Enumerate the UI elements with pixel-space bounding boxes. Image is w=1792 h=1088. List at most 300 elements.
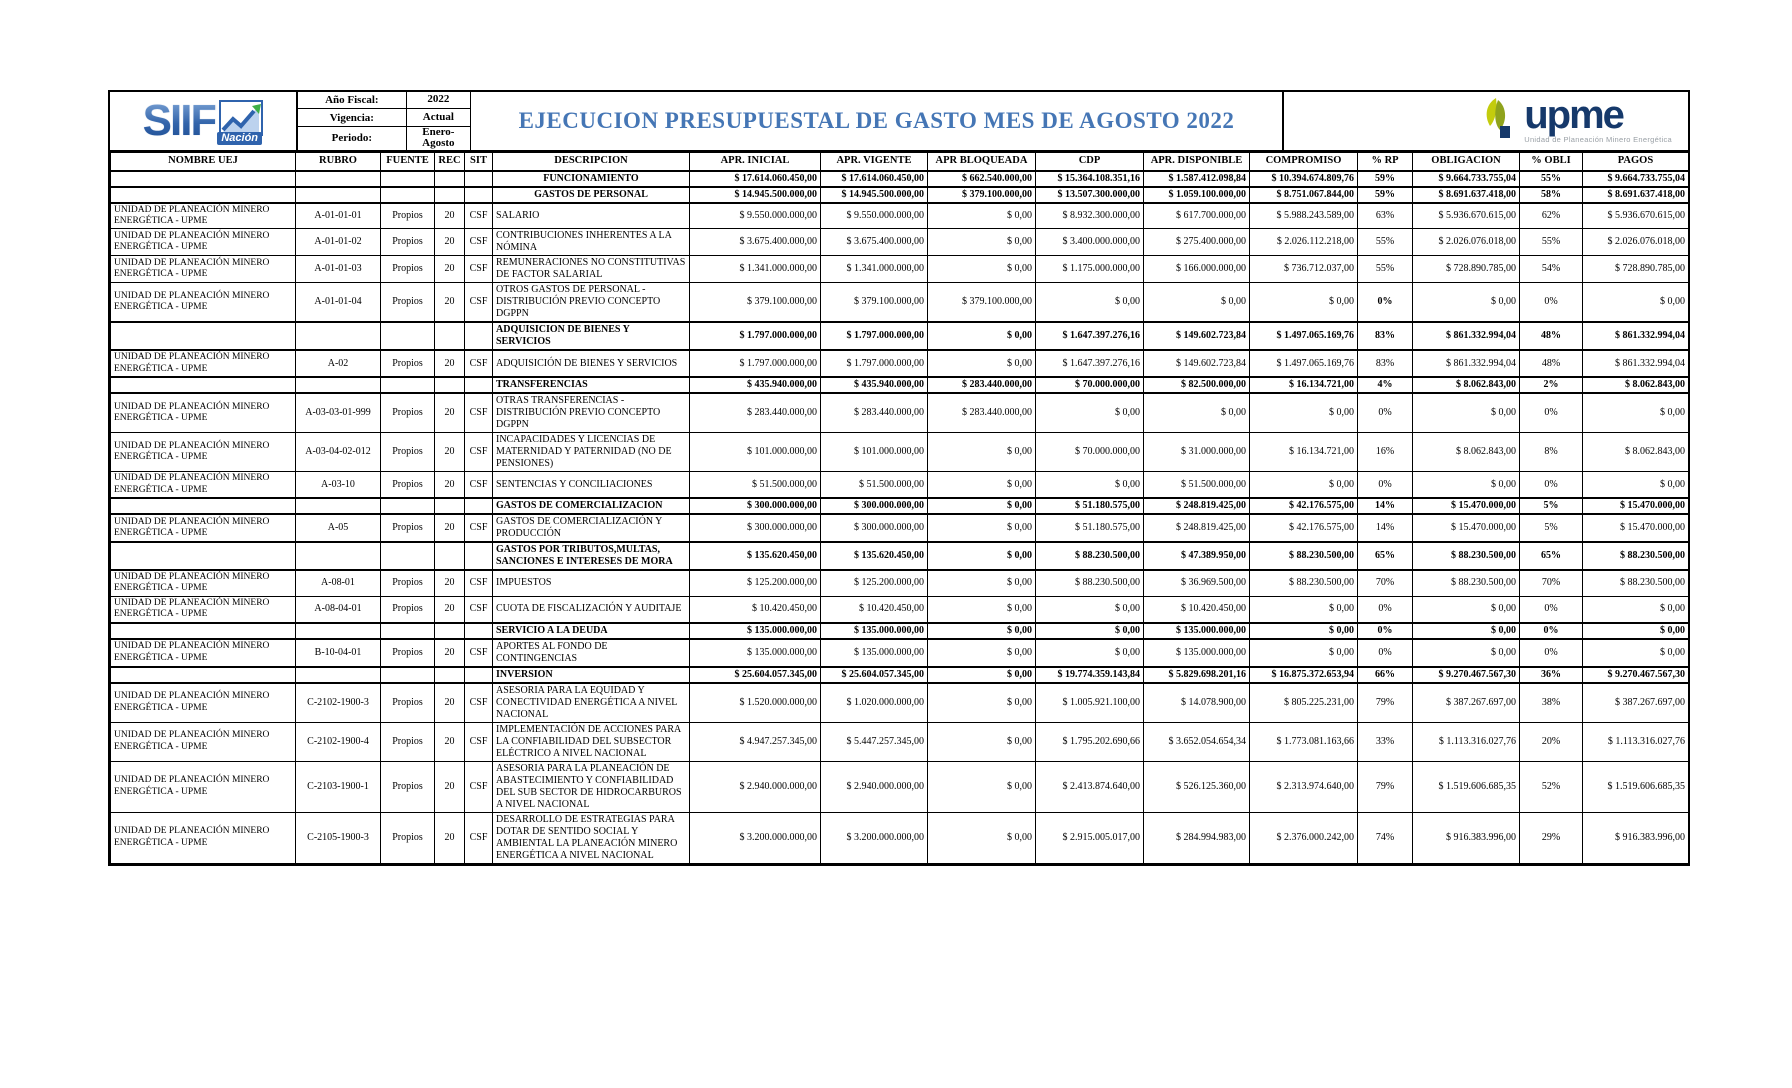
cell-apr-bloqueada: $ 283.440.000,00 [928, 393, 1036, 433]
cell-cdp: $ 8.932.300.000,00 [1036, 203, 1144, 229]
table-row [111, 433, 1689, 472]
cell-apr-vigente: $ 1.797.000.000,00 [821, 350, 928, 377]
cell-rec [435, 498, 465, 514]
cell-descripcion: INVERSION [493, 667, 690, 683]
cell-fuente: Propios [381, 722, 435, 761]
column-header--rp: % RP [1358, 153, 1413, 171]
cell-pct-obli: 0% [1520, 623, 1583, 639]
cell-apr-disponible: $ 149.602.723,84 [1144, 350, 1250, 377]
cell-apr-bloqueada: $ 0,00 [928, 667, 1036, 683]
table-row [111, 639, 1689, 667]
cell-descripcion: GASTOS DE PERSONAL [493, 187, 690, 203]
cell-rec: 20 [435, 472, 465, 498]
cell-obligacion: $ 1.113.316.027,76 [1413, 722, 1520, 761]
cell-apr-disponible: $ 0,00 [1144, 283, 1250, 323]
fiscal-value: Actual [422, 110, 454, 123]
upme-logo [1282, 92, 1688, 150]
cell-apr-bloqueada: $ 283.440.000,00 [928, 377, 1036, 393]
cell-descripcion: OTROS GASTOS DE PERSONAL - DISTRIBUCIÓN PREVIO CONCEPTO DGPPN [493, 283, 690, 323]
cell-rec: 20 [435, 393, 465, 433]
cell-apr-bloqueada: $ 379.100.000,00 [928, 187, 1036, 203]
cell-rubro [296, 667, 381, 683]
table-row [111, 514, 1689, 542]
cell-rubro [296, 187, 381, 203]
cell-pagos: $ 88.230.500,00 [1583, 570, 1689, 596]
cell-apr-bloqueada: $ 0,00 [928, 472, 1036, 498]
cell-apr-inicial: $ 300.000.000,00 [690, 498, 821, 514]
cell-compromiso: $ 0,00 [1250, 472, 1358, 498]
cell-pct-obli: 70% [1520, 570, 1583, 596]
cell-compromiso: $ 2.313.974.640,00 [1250, 761, 1358, 812]
cell-pct-rp: 0% [1358, 283, 1413, 323]
cell-rec: 20 [435, 812, 465, 863]
cell-sit [465, 187, 493, 203]
cell-nombre-uej [111, 623, 296, 639]
cell-rubro: A-08-04-01 [296, 596, 381, 622]
cell-apr-bloqueada: $ 0,00 [928, 570, 1036, 596]
cell-apr-inicial: $ 1.341.000.000,00 [690, 256, 821, 283]
section-row [111, 377, 1689, 393]
cell-pct-obli: 29% [1520, 812, 1583, 863]
cell-cdp: $ 15.364.108.351,16 [1036, 171, 1144, 187]
cell-fuente: Propios [381, 812, 435, 863]
cell-apr-bloqueada: $ 0,00 [928, 350, 1036, 377]
cell-apr-vigente: $ 5.447.257.345,00 [821, 722, 928, 761]
cell-pagos: $ 2.026.076.018,00 [1583, 229, 1689, 256]
cell-apr-bloqueada: $ 0,00 [928, 256, 1036, 283]
cell-pct-rp: 65% [1358, 542, 1413, 570]
cell-obligacion: $ 9.270.467.567,30 [1413, 667, 1520, 683]
cell-fuente: Propios [381, 256, 435, 283]
cell-rec [435, 667, 465, 683]
cell-apr-disponible: $ 275.400.000,00 [1144, 229, 1250, 256]
cell-cdp: $ 0,00 [1036, 596, 1144, 622]
cell-apr-disponible: $ 135.000.000,00 [1144, 639, 1250, 667]
cell-rubro: C-2102-1900-4 [296, 722, 381, 761]
cell-nombre-uej: UNIDAD DE PLANEACIÓN MINERO ENERGÉTICA - UPME [111, 683, 296, 723]
cell-compromiso: $ 5.988.243.589,00 [1250, 203, 1358, 229]
cell-compromiso: $ 1.773.081.163,66 [1250, 722, 1358, 761]
cell-pagos: $ 8.062.843,00 [1583, 377, 1689, 393]
cell-fuente: Propios [381, 433, 435, 472]
cell-apr-inicial: $ 9.550.000.000,00 [690, 203, 821, 229]
cell-pagos: $ 0,00 [1583, 472, 1689, 498]
cell-rec: 20 [435, 683, 465, 723]
cell-pagos: $ 15.470.000,00 [1583, 514, 1689, 542]
cell-pct-obli: 0% [1520, 393, 1583, 433]
table-row [111, 229, 1689, 256]
cell-pagos: $ 0,00 [1583, 596, 1689, 622]
cell-sit: CSF [465, 256, 493, 283]
cell-pct-obli: 0% [1520, 639, 1583, 667]
cell-cdp: $ 1.647.397.276,16 [1036, 322, 1144, 350]
section-row [111, 498, 1689, 514]
cell-nombre-uej: UNIDAD DE PLANEACIÓN MINERO ENERGÉTICA - UPME [111, 256, 296, 283]
cell-nombre-uej: UNIDAD DE PLANEACIÓN MINERO ENERGÉTICA - UPME [111, 393, 296, 433]
cell-apr-bloqueada: $ 0,00 [928, 203, 1036, 229]
cell-obligacion: $ 88.230.500,00 [1413, 542, 1520, 570]
cell-pct-obli: 0% [1520, 596, 1583, 622]
cell-cdp: $ 88.230.500,00 [1036, 542, 1144, 570]
cell-apr-disponible: $ 3.652.054.654,34 [1144, 722, 1250, 761]
cell-compromiso: $ 0,00 [1250, 393, 1358, 433]
cell-cdp: $ 1.795.202.690,66 [1036, 722, 1144, 761]
cell-descripcion: REMUNERACIONES NO CONSTITUTIVAS DE FACTOR SALARIAL [493, 256, 690, 283]
cell-rubro [296, 542, 381, 570]
cell-pct-obli: 5% [1520, 498, 1583, 514]
report-header [110, 92, 1688, 152]
column-header--obli: % OBLI [1520, 153, 1583, 171]
cell-obligacion: $ 0,00 [1413, 639, 1520, 667]
cell-rec: 20 [435, 514, 465, 542]
cell-obligacion: $ 0,00 [1413, 472, 1520, 498]
cell-apr-disponible: $ 248.819.425,00 [1144, 514, 1250, 542]
cell-apr-disponible: $ 166.000.000,00 [1144, 256, 1250, 283]
cell-sit: CSF [465, 683, 493, 723]
upme-leaf-icon [1482, 96, 1518, 147]
cell-descripcion: SENTENCIAS Y CONCILIACIONES [493, 472, 690, 498]
cell-sit: CSF [465, 472, 493, 498]
column-header-apr-disponible: APR. DISPONIBLE [1144, 153, 1250, 171]
cell-fuente: Propios [381, 283, 435, 323]
cell-rec [435, 322, 465, 350]
cell-descripcion: CUOTA DE FISCALIZACIÓN Y AUDITAJE [493, 596, 690, 622]
cell-apr-vigente: $ 300.000.000,00 [821, 514, 928, 542]
cell-pct-rp: 59% [1358, 187, 1413, 203]
cell-obligacion: $ 8.062.843,00 [1413, 377, 1520, 393]
cell-apr-vigente: $ 135.000.000,00 [821, 623, 928, 639]
cell-apr-vigente: $ 1.341.000.000,00 [821, 256, 928, 283]
cell-fuente [381, 498, 435, 514]
cell-pct-obli: 55% [1520, 171, 1583, 187]
cell-pct-obli: 48% [1520, 322, 1583, 350]
cell-apr-disponible: $ 10.420.450,00 [1144, 596, 1250, 622]
cell-apr-disponible: $ 14.078.900,00 [1144, 683, 1250, 723]
cell-rubro [296, 498, 381, 514]
cell-apr-vigente: $ 2.940.000.000,00 [821, 761, 928, 812]
cell-descripcion: OTRAS TRANSFERENCIAS - DISTRIBUCIÓN PREVIO CONCEPTO DGPPN [493, 393, 690, 433]
column-header-row [111, 153, 1689, 171]
cell-cdp: $ 51.180.575,00 [1036, 514, 1144, 542]
cell-obligacion: $ 0,00 [1413, 596, 1520, 622]
cell-pagos: $ 9.664.733.755,04 [1583, 171, 1689, 187]
cell-nombre-uej [111, 187, 296, 203]
cell-sit [465, 667, 493, 683]
cell-cdp: $ 0,00 [1036, 283, 1144, 323]
cell-pct-rp: 79% [1358, 761, 1413, 812]
cell-pct-rp: 0% [1358, 596, 1413, 622]
cell-apr-inicial: $ 10.420.450,00 [690, 596, 821, 622]
cell-rubro: C-2103-1900-1 [296, 761, 381, 812]
cell-apr-disponible: $ 284.994.983,00 [1144, 812, 1250, 863]
cell-apr-vigente: $ 9.550.000.000,00 [821, 203, 928, 229]
cell-rubro: A-08-01 [296, 570, 381, 596]
cell-pct-obli: 62% [1520, 203, 1583, 229]
upme-logo-text-block [1524, 93, 1672, 144]
cell-obligacion: $ 9.664.733.755,04 [1413, 171, 1520, 187]
cell-pagos: $ 15.470.000,00 [1583, 498, 1689, 514]
cell-apr-bloqueada: $ 0,00 [928, 812, 1036, 863]
cell-nombre-uej [111, 377, 296, 393]
cell-descripcion: ASESORIA PARA LA EQUIDAD Y CONECTIVIDAD ENERGÉTICA A NIVEL NACIONAL [493, 683, 690, 723]
cell-nombre-uej: UNIDAD DE PLANEACIÓN MINERO ENERGÉTICA - UPME [111, 472, 296, 498]
cell-apr-inicial: $ 25.604.057.345,00 [690, 667, 821, 683]
cell-apr-inicial: $ 2.940.000.000,00 [690, 761, 821, 812]
cell-nombre-uej [111, 667, 296, 683]
cell-rubro: A-03-03-01-999 [296, 393, 381, 433]
cell-pagos: $ 9.270.467.567,30 [1583, 667, 1689, 683]
cell-sit: CSF [465, 596, 493, 622]
cell-apr-disponible: $ 248.819.425,00 [1144, 498, 1250, 514]
cell-cdp: $ 51.180.575,00 [1036, 498, 1144, 514]
cell-descripcion: DESARROLLO DE ESTRATEGIAS PARA DOTAR DE SENTIDO SOCIAL Y AMBIENTAL LA PLANEACIÓN MINERO ENERGÉTICA A NIVEL NACIONAL [493, 812, 690, 863]
cell-sit [465, 623, 493, 639]
cell-obligacion: $ 15.470.000,00 [1413, 498, 1520, 514]
cell-pct-rp: 66% [1358, 667, 1413, 683]
column-header-apr-bloqueada: APR BLOQUEADA [928, 153, 1036, 171]
cell-nombre-uej: UNIDAD DE PLANEACIÓN MINERO ENERGÉTICA - UPME [111, 283, 296, 323]
cell-pagos: $ 387.267.697,00 [1583, 683, 1689, 723]
cell-descripcion: SERVICIO A LA DEUDA [493, 623, 690, 639]
table-row [111, 283, 1689, 323]
column-header-cdp: CDP [1036, 153, 1144, 171]
cell-nombre-uej [111, 498, 296, 514]
cell-rubro: C-2105-1900-3 [296, 812, 381, 863]
cell-apr-vigente: $ 135.000.000,00 [821, 639, 928, 667]
cell-rec [435, 187, 465, 203]
cell-rubro: A-01-01-02 [296, 229, 381, 256]
cell-pct-obli: 65% [1520, 542, 1583, 570]
cell-sit: CSF [465, 514, 493, 542]
cell-pagos: $ 88.230.500,00 [1583, 542, 1689, 570]
cell-descripcion: APORTES AL FONDO DE CONTINGENCIAS [493, 639, 690, 667]
cell-cdp: $ 0,00 [1036, 393, 1144, 433]
cell-obligacion: $ 8.062.843,00 [1413, 433, 1520, 472]
cell-obligacion: $ 88.230.500,00 [1413, 570, 1520, 596]
cell-fuente: Propios [381, 229, 435, 256]
cell-apr-bloqueada: $ 662.540.000,00 [928, 171, 1036, 187]
cell-cdp: $ 19.774.359.143,84 [1036, 667, 1144, 683]
cell-rubro [296, 623, 381, 639]
cell-pct-obli: 58% [1520, 187, 1583, 203]
cell-apr-inicial: $ 283.440.000,00 [690, 393, 821, 433]
cell-apr-inicial: $ 1.797.000.000,00 [690, 350, 821, 377]
cell-sit: CSF [465, 639, 493, 667]
cell-apr-inicial: $ 17.614.060.450,00 [690, 171, 821, 187]
cell-pct-rp: 59% [1358, 171, 1413, 187]
cell-compromiso: $ 16.134.721,00 [1250, 433, 1358, 472]
fiscal-row-ano [298, 92, 470, 109]
siif-chart-icon [219, 100, 263, 142]
cell-descripcion: GASTOS POR TRIBUTOS,MULTAS, SANCIONES E INTERESES DE MORA [493, 542, 690, 570]
cell-pct-obli: 48% [1520, 350, 1583, 377]
cell-apr-bloqueada: $ 0,00 [928, 761, 1036, 812]
cell-pagos: $ 5.936.670.615,00 [1583, 203, 1689, 229]
cell-pagos: $ 8.062.843,00 [1583, 433, 1689, 472]
cell-pct-rp: 83% [1358, 322, 1413, 350]
cell-rubro: A-05 [296, 514, 381, 542]
cell-fuente: Propios [381, 570, 435, 596]
cell-rec: 20 [435, 256, 465, 283]
cell-pct-rp: 14% [1358, 514, 1413, 542]
section-row [111, 623, 1689, 639]
cell-nombre-uej: UNIDAD DE PLANEACIÓN MINERO ENERGÉTICA - UPME [111, 596, 296, 622]
cell-cdp: $ 2.413.874.640,00 [1036, 761, 1144, 812]
cell-pagos: $ 0,00 [1583, 623, 1689, 639]
cell-sit [465, 377, 493, 393]
cell-obligacion: $ 8.691.637.418,00 [1413, 187, 1520, 203]
cell-apr-inicial: $ 135.000.000,00 [690, 639, 821, 667]
cell-cdp: $ 1.647.397.276,16 [1036, 350, 1144, 377]
cell-cdp: $ 1.005.921.100,00 [1036, 683, 1144, 723]
fiscal-label: Periodo: [298, 127, 407, 150]
cell-apr-vigente: $ 14.945.500.000,00 [821, 187, 928, 203]
cell-pagos: $ 8.691.637.418,00 [1583, 187, 1689, 203]
cell-sit: CSF [465, 350, 493, 377]
cell-rubro [296, 322, 381, 350]
cell-apr-vigente: $ 3.675.400.000,00 [821, 229, 928, 256]
budget-table [110, 152, 1689, 864]
cell-pct-obli: 0% [1520, 472, 1583, 498]
cell-obligacion: $ 0,00 [1413, 623, 1520, 639]
cell-obligacion: $ 5.936.670.615,00 [1413, 203, 1520, 229]
column-header-sit: SIT [465, 153, 493, 171]
cell-nombre-uej: UNIDAD DE PLANEACIÓN MINERO ENERGÉTICA - UPME [111, 229, 296, 256]
cell-descripcion: ADQUISICIÓN DE BIENES Y SERVICIOS [493, 350, 690, 377]
cell-apr-bloqueada: $ 0,00 [928, 514, 1036, 542]
fiscal-value: Enero-Agosto [422, 125, 455, 150]
cell-pct-obli: 5% [1520, 514, 1583, 542]
cell-sit: CSF [465, 433, 493, 472]
cell-apr-disponible: $ 5.829.698.201,16 [1144, 667, 1250, 683]
cell-compromiso: $ 0,00 [1250, 639, 1358, 667]
cell-nombre-uej: UNIDAD DE PLANEACIÓN MINERO ENERGÉTICA - UPME [111, 433, 296, 472]
cell-apr-bloqueada: $ 0,00 [928, 542, 1036, 570]
cell-apr-vigente: $ 3.200.000.000,00 [821, 812, 928, 863]
cell-descripcion: IMPUESTOS [493, 570, 690, 596]
cell-cdp: $ 1.175.000.000,00 [1036, 256, 1144, 283]
cell-apr-vigente: $ 1.020.000.000,00 [821, 683, 928, 723]
cell-compromiso: $ 16.134.721,00 [1250, 377, 1358, 393]
cell-apr-disponible: $ 1.059.100.000,00 [1144, 187, 1250, 203]
table-row [111, 596, 1689, 622]
cell-compromiso: $ 88.230.500,00 [1250, 570, 1358, 596]
cell-pagos: $ 0,00 [1583, 283, 1689, 323]
cell-rubro: A-01-01-01 [296, 203, 381, 229]
cell-obligacion: $ 0,00 [1413, 283, 1520, 323]
cell-fuente: Propios [381, 639, 435, 667]
cell-apr-inicial: $ 125.200.000,00 [690, 570, 821, 596]
cell-sit: CSF [465, 570, 493, 596]
cell-pagos: $ 916.383.996,00 [1583, 812, 1689, 863]
cell-apr-vigente: $ 135.620.450,00 [821, 542, 928, 570]
cell-fuente: Propios [381, 683, 435, 723]
cell-compromiso: $ 2.376.000.242,00 [1250, 812, 1358, 863]
cell-cdp: $ 13.507.300.000,00 [1036, 187, 1144, 203]
cell-sit: CSF [465, 229, 493, 256]
cell-pct-rp: 0% [1358, 639, 1413, 667]
cell-apr-bloqueada: $ 0,00 [928, 722, 1036, 761]
cell-rec [435, 171, 465, 187]
fiscal-label: Año Fiscal: [298, 92, 407, 108]
table-row [111, 812, 1689, 863]
cell-obligacion: $ 387.267.697,00 [1413, 683, 1520, 723]
cell-rubro: A-02 [296, 350, 381, 377]
cell-rubro: A-01-01-03 [296, 256, 381, 283]
cell-pagos: $ 1.519.606.685,35 [1583, 761, 1689, 812]
cell-apr-bloqueada: $ 0,00 [928, 596, 1036, 622]
cell-pct-rp: 4% [1358, 377, 1413, 393]
cell-apr-disponible: $ 82.500.000,00 [1144, 377, 1250, 393]
cell-apr-bloqueada: $ 0,00 [928, 498, 1036, 514]
cell-pagos: $ 1.113.316.027,76 [1583, 722, 1689, 761]
cell-nombre-uej: UNIDAD DE PLANEACIÓN MINERO ENERGÉTICA - UPME [111, 514, 296, 542]
cell-apr-disponible: $ 47.389.950,00 [1144, 542, 1250, 570]
table-row [111, 761, 1689, 812]
table-row [111, 722, 1689, 761]
cell-compromiso: $ 42.176.575,00 [1250, 498, 1358, 514]
column-header-fuente: FUENTE [381, 153, 435, 171]
cell-fuente: Propios [381, 596, 435, 622]
cell-apr-vigente: $ 125.200.000,00 [821, 570, 928, 596]
cell-sit: CSF [465, 283, 493, 323]
cell-rec: 20 [435, 433, 465, 472]
cell-apr-bloqueada: $ 379.100.000,00 [928, 283, 1036, 323]
section-row [111, 322, 1689, 350]
cell-pct-rp: 74% [1358, 812, 1413, 863]
upme-subtitle: Unidad de Planeación Minero Energética [1524, 135, 1672, 144]
cell-apr-bloqueada: $ 0,00 [928, 322, 1036, 350]
cell-pagos: $ 861.332.994,04 [1583, 350, 1689, 377]
table-row [111, 256, 1689, 283]
cell-compromiso: $ 16.875.372.653,94 [1250, 667, 1358, 683]
cell-apr-disponible: $ 135.000.000,00 [1144, 623, 1250, 639]
cell-fuente [381, 187, 435, 203]
cell-pct-obli: 55% [1520, 229, 1583, 256]
cell-apr-inicial: $ 379.100.000,00 [690, 283, 821, 323]
cell-obligacion: $ 1.519.606.685,35 [1413, 761, 1520, 812]
cell-fuente: Propios [381, 761, 435, 812]
column-header-rubro: RUBRO [296, 153, 381, 171]
cell-pct-rp: 63% [1358, 203, 1413, 229]
cell-pct-rp: 55% [1358, 229, 1413, 256]
cell-sit [465, 322, 493, 350]
cell-sit [465, 171, 493, 187]
cell-pct-rp: 14% [1358, 498, 1413, 514]
cell-rubro: A-03-04-02-012 [296, 433, 381, 472]
cell-obligacion: $ 728.890.785,00 [1413, 256, 1520, 283]
cell-compromiso: $ 88.230.500,00 [1250, 542, 1358, 570]
cell-rec: 20 [435, 570, 465, 596]
cell-pct-rp: 0% [1358, 472, 1413, 498]
cell-fuente [381, 322, 435, 350]
cell-apr-vigente: $ 10.420.450,00 [821, 596, 928, 622]
cell-descripcion: TRANSFERENCIAS [493, 377, 690, 393]
cell-rec: 20 [435, 229, 465, 256]
cell-apr-disponible: $ 51.500.000,00 [1144, 472, 1250, 498]
cell-nombre-uej: UNIDAD DE PLANEACIÓN MINERO ENERGÉTICA - UPME [111, 350, 296, 377]
cell-apr-inicial: $ 51.500.000,00 [690, 472, 821, 498]
siif-nacion-label: Nación [217, 132, 262, 145]
cell-rec: 20 [435, 350, 465, 377]
cell-rec: 20 [435, 639, 465, 667]
cell-descripcion: ASESORIA PARA LA PLANEACIÓN DE ABASTECIMIENTO Y CONFIABILIDAD DEL SUB SECTOR DE HIDROCARBUROS A NIVEL NACIONAL [493, 761, 690, 812]
cell-apr-inicial: $ 14.945.500.000,00 [690, 187, 821, 203]
cell-rubro [296, 171, 381, 187]
cell-rec: 20 [435, 203, 465, 229]
fiscal-row-vigencia [298, 109, 470, 126]
cell-fuente [381, 377, 435, 393]
